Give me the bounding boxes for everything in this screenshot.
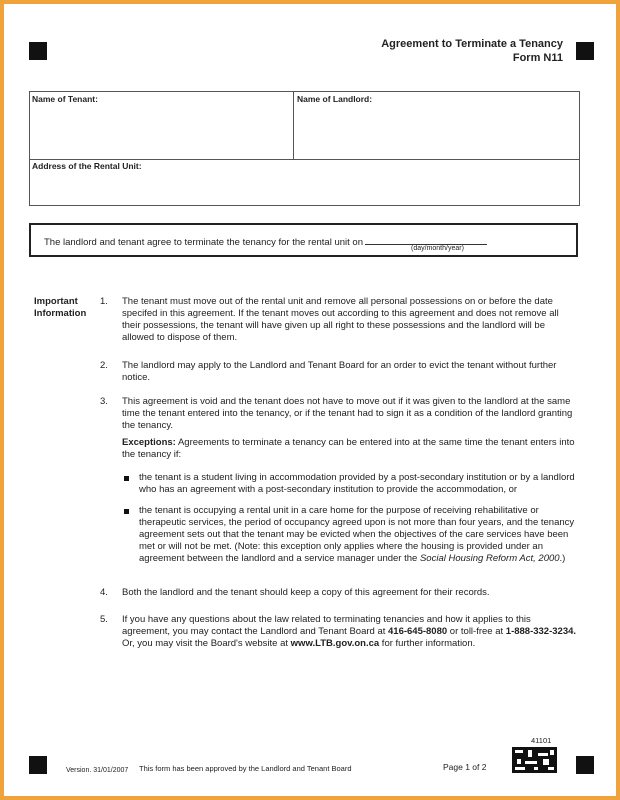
form-title-block [381,37,563,65]
party-info-box [29,91,580,206]
item-text: The landlord may apply to the Landlord and Tenant Board for an order to evict the tenant without further notice. [122,360,557,383]
bullet-icon [124,476,129,481]
contact-paragraph: If you have any questions about the law related to terminating tenancies and how it applies to this agreement, you may contact the Landlord and Tenant Board at 416-645-8080 or toll-free at 1-888-332-3234. Or, you may visit the Board's website at www.LTB.gov.on.ca for further information. [122,614,577,649]
row-divider [30,159,579,160]
form-title: Agreement to Terminate a Tenancy [381,38,563,50]
bullet-icon [124,509,129,514]
item-text: This agreement is void and the tenant does not have to move out if it was given to the landlord at the same time the tenant entered into the tenancy, or if the tenant had to sign it as a condition of the landlord granting the tenancy. [122,396,573,431]
registration-mark-top-left [29,42,47,60]
item-number: 3. [100,396,108,407]
item-number: 5. [100,614,108,625]
item-number: 2. [100,360,108,371]
toll-free-phone: 1-888-332-3234. [505,626,577,637]
landlord-name-label: Name of Landlord: [297,94,373,104]
item-number: 4. [100,587,108,598]
registration-mark-top-right [576,42,594,60]
date-format-hint: (day/month/year) [411,245,464,252]
termination-date-field[interactable] [365,235,487,245]
exceptions-label: Exceptions: [122,437,176,448]
registration-mark-bottom-right [576,756,594,774]
exception-bullet-text: the tenant is a student living in accommodation provided by a post-secondary institution or by a landlord who has an agreement with a post-secondary institution to provide the accommodation, or [139,472,575,495]
item-text: The tenant must move out of the rental unit and remove all personal possessions on or before the date specifed in this agreement. If the tenant moves out according to this agreement and does not remove all their possessions, the tenant will have given up all right to these possessions and the landlord will be allowed to dispose of them. [122,296,559,343]
tenant-name-label: Name of Tenant: [32,94,98,104]
exceptions-paragraph: Exceptions: Agreements to terminate a tenancy can be entered into at the same time the tenant enters into the tenancy if: [122,437,575,460]
registration-mark-bottom-left [29,756,47,774]
approval-notice: This form has been approved by the Landlord and Tenant Board [139,764,352,773]
rental-address-field[interactable] [30,171,579,205]
item-number: 1. [100,296,108,307]
termination-text: The landlord and tenant agree to terminate the tenancy for the rental unit on [44,237,363,248]
tenant-name-field[interactable] [30,104,292,158]
form-code: Form N11 [512,52,563,64]
form-number: 41101 [531,736,552,745]
landlord-name-field[interactable] [295,104,579,158]
board-website-link[interactable]: www.LTB.gov.on.ca [290,638,380,649]
board-phone: 416-645-8080 [388,626,448,637]
form-version: Version. 31/01/2007 [66,767,129,774]
form-barcode [512,747,557,773]
page-number: Page 1 of 2 [443,762,487,772]
exception-bullet-text: the tenant is occupying a rental unit in a care home for the purpose of receiving rehabilitative or therapeutic services, the period of occupancy agreed upon is not more than four years, and the tenancy agreement sets out that the tenant may be evicted when the objectives of the care services have been met or will not be met. (Note: this exception only applies where the housing is provided under an agreement between the landlord and a service manager under the Social Housing Reform Act, 2000.) [139,505,575,564]
rental-address-label: Address of the Rental Unit: [32,161,142,171]
column-divider [293,92,294,159]
important-information-heading: Important Information [34,296,87,319]
item-text: Both the landlord and the tenant should keep a copy of this agreement for their records. [122,587,490,598]
termination-date-box [29,223,578,257]
